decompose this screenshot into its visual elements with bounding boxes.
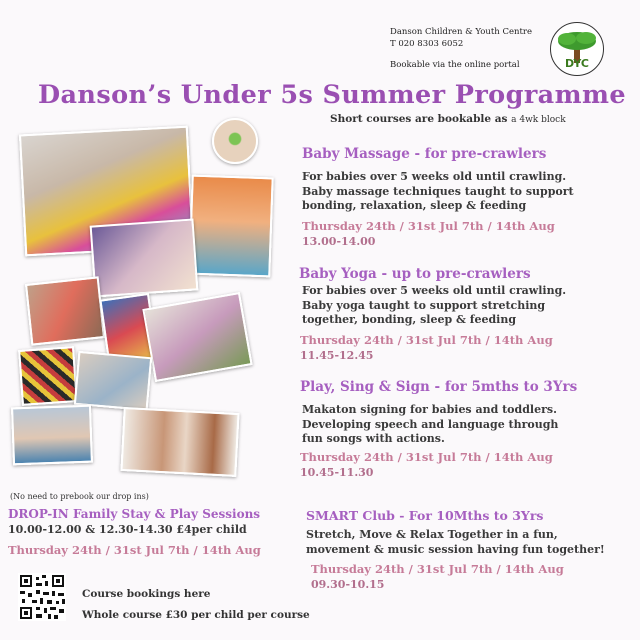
section-time: 10.45-11.30 xyxy=(300,466,374,479)
section-title: Play, Sing & Sign - for 5mths to 3Yrs xyxy=(300,379,578,395)
desc-line: together, bonding, sleep & feeding xyxy=(302,313,517,326)
contact-block xyxy=(390,26,532,71)
logo-text: DYC xyxy=(565,57,589,70)
desc-line: For babies over 5 weeks old until crawling. xyxy=(302,170,567,183)
desc-line: fun songs with actions. xyxy=(302,432,445,445)
desc-line: movement & music session having fun together! xyxy=(306,542,605,556)
course-bookings-label: Course bookings here xyxy=(82,588,211,600)
tree-logo-icon xyxy=(550,22,604,76)
booking-portal-note: Bookable via the online portal xyxy=(390,60,520,70)
collage-photo-babies xyxy=(120,407,239,477)
section-title: SMART Club - For 10Mths to 3Yrs xyxy=(306,508,544,523)
photo-collage xyxy=(0,110,300,480)
centre-phone: T 020 8303 6052 xyxy=(390,39,464,49)
subtitle-small: a 4wk block xyxy=(511,115,566,125)
desc-line: Baby massage techniques taught to support xyxy=(302,184,574,198)
collage-photo-plant xyxy=(212,118,258,164)
course-price-label: Whole course £30 per child per course xyxy=(82,609,310,621)
section-dates: Thursday 24th / 31st Jul 7th / 14th Aug xyxy=(302,219,555,233)
desc-line: Stretch, Move & Relax Together in a fun, xyxy=(306,528,558,541)
collage-photo-mat xyxy=(90,218,199,297)
page-subtitle xyxy=(330,113,566,125)
desc-line: Developing speech and language through xyxy=(302,417,559,431)
section-dates: Thursday 24th / 31st Jul 7th / 14th Aug xyxy=(300,450,553,464)
dropin-dates: Thursday 24th / 31st Jul 7th / 14th Aug xyxy=(8,543,261,557)
subtitle-main: Short courses are bookable as xyxy=(330,113,508,125)
dropin-time: 10.00-12.00 & 12.30-14.30 £4per child xyxy=(8,523,247,536)
section-dates: Thursday 24th / 31st Jul 7th / 14th Aug xyxy=(300,333,553,347)
section-time: 09.30-10.15 xyxy=(311,578,385,591)
section-description xyxy=(302,170,574,214)
collage-photo-group xyxy=(142,292,252,382)
section-description xyxy=(302,284,566,328)
page-title: Danson’s Under 5s Summer Programme xyxy=(38,80,626,110)
qr-code-icon[interactable] xyxy=(18,573,66,621)
section-title: Baby Massage - for pre-crawlers xyxy=(302,146,547,162)
collage-photo-yoga xyxy=(11,405,93,466)
collage-photo-baby xyxy=(188,175,273,278)
section-time: 13.00-14.00 xyxy=(302,235,376,248)
desc-line: Baby yoga taught to support stretching xyxy=(302,298,546,312)
collage-photo-room xyxy=(74,351,152,411)
desc-line: Makaton signing for babies and toddlers. xyxy=(302,403,557,416)
section-description xyxy=(302,403,558,447)
section-dates: Thursday 24th / 31st Jul 7th / 14th Aug xyxy=(311,562,564,576)
desc-line: bonding, relaxation, sleep & feeding xyxy=(302,199,527,212)
section-description xyxy=(306,528,605,557)
desc-line: For babies over 5 weeks old until crawling. xyxy=(302,284,567,297)
section-title: Baby Yoga - up to pre-crawlers xyxy=(299,266,531,282)
centre-name: Danson Children & Youth Centre xyxy=(390,27,532,37)
collage-photo-toys xyxy=(25,276,105,345)
section-time: 11.45-12.45 xyxy=(300,349,374,362)
collage-photo-board xyxy=(18,346,78,406)
dropin-title: DROP-IN Family Stay & Play Sessions xyxy=(8,507,261,521)
dropin-note: (No need to prebook our drop ins) xyxy=(10,492,149,501)
